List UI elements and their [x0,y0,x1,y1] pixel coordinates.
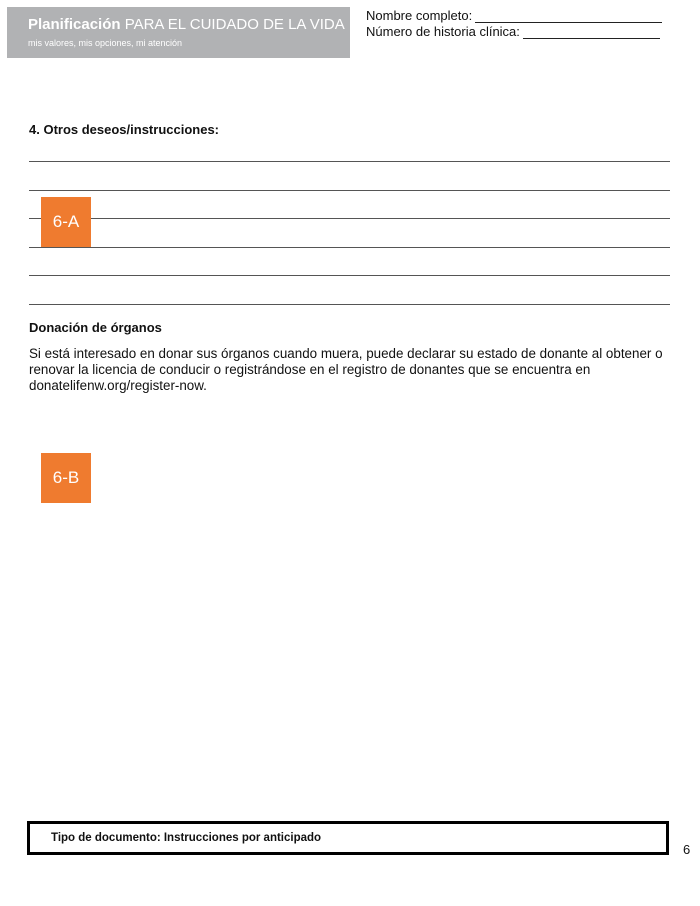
form-title [28,16,350,34]
form-title-bold: Planificación [28,16,121,33]
record-number-label: Número de historia clínica: [366,24,520,39]
form-subtitle: mis valores, mis opciones, mi atención [28,38,183,48]
write-line[interactable] [29,161,670,162]
write-line[interactable] [29,275,670,276]
full-name-line[interactable] [475,21,662,23]
document-type-label: Tipo de documento: Instrucciones por anticipado [51,832,322,844]
write-line[interactable] [29,247,670,248]
write-line[interactable] [29,218,670,219]
record-number-field [366,24,660,39]
write-line[interactable] [29,190,670,191]
header-banner [7,7,350,58]
other-wishes-heading: 4. Otros deseos/instrucciones: [29,122,220,137]
document-type-box [27,821,669,855]
page-number: 6 [683,842,691,857]
organ-donation-text: Si está interesado en donar sus órganos cuando muera, puede declarar su estado de donante al obtener o renovar la licencia de conducir o registrándose en el registro de donantes que se encuentra en donatelifenw.org/register-now. [29,346,663,393]
tab-marker-6b: 6-B [41,453,91,503]
write-line[interactable] [29,304,670,305]
organ-donation-heading: Donación de órganos [29,320,162,335]
full-name-field [366,8,662,23]
full-name-label: Nombre completo: [366,8,473,23]
form-title-rest: PARA EL CUIDADO DE LA VIDA [120,16,345,33]
record-number-line[interactable] [523,37,660,39]
tab-marker-6a: 6-A [41,197,91,247]
